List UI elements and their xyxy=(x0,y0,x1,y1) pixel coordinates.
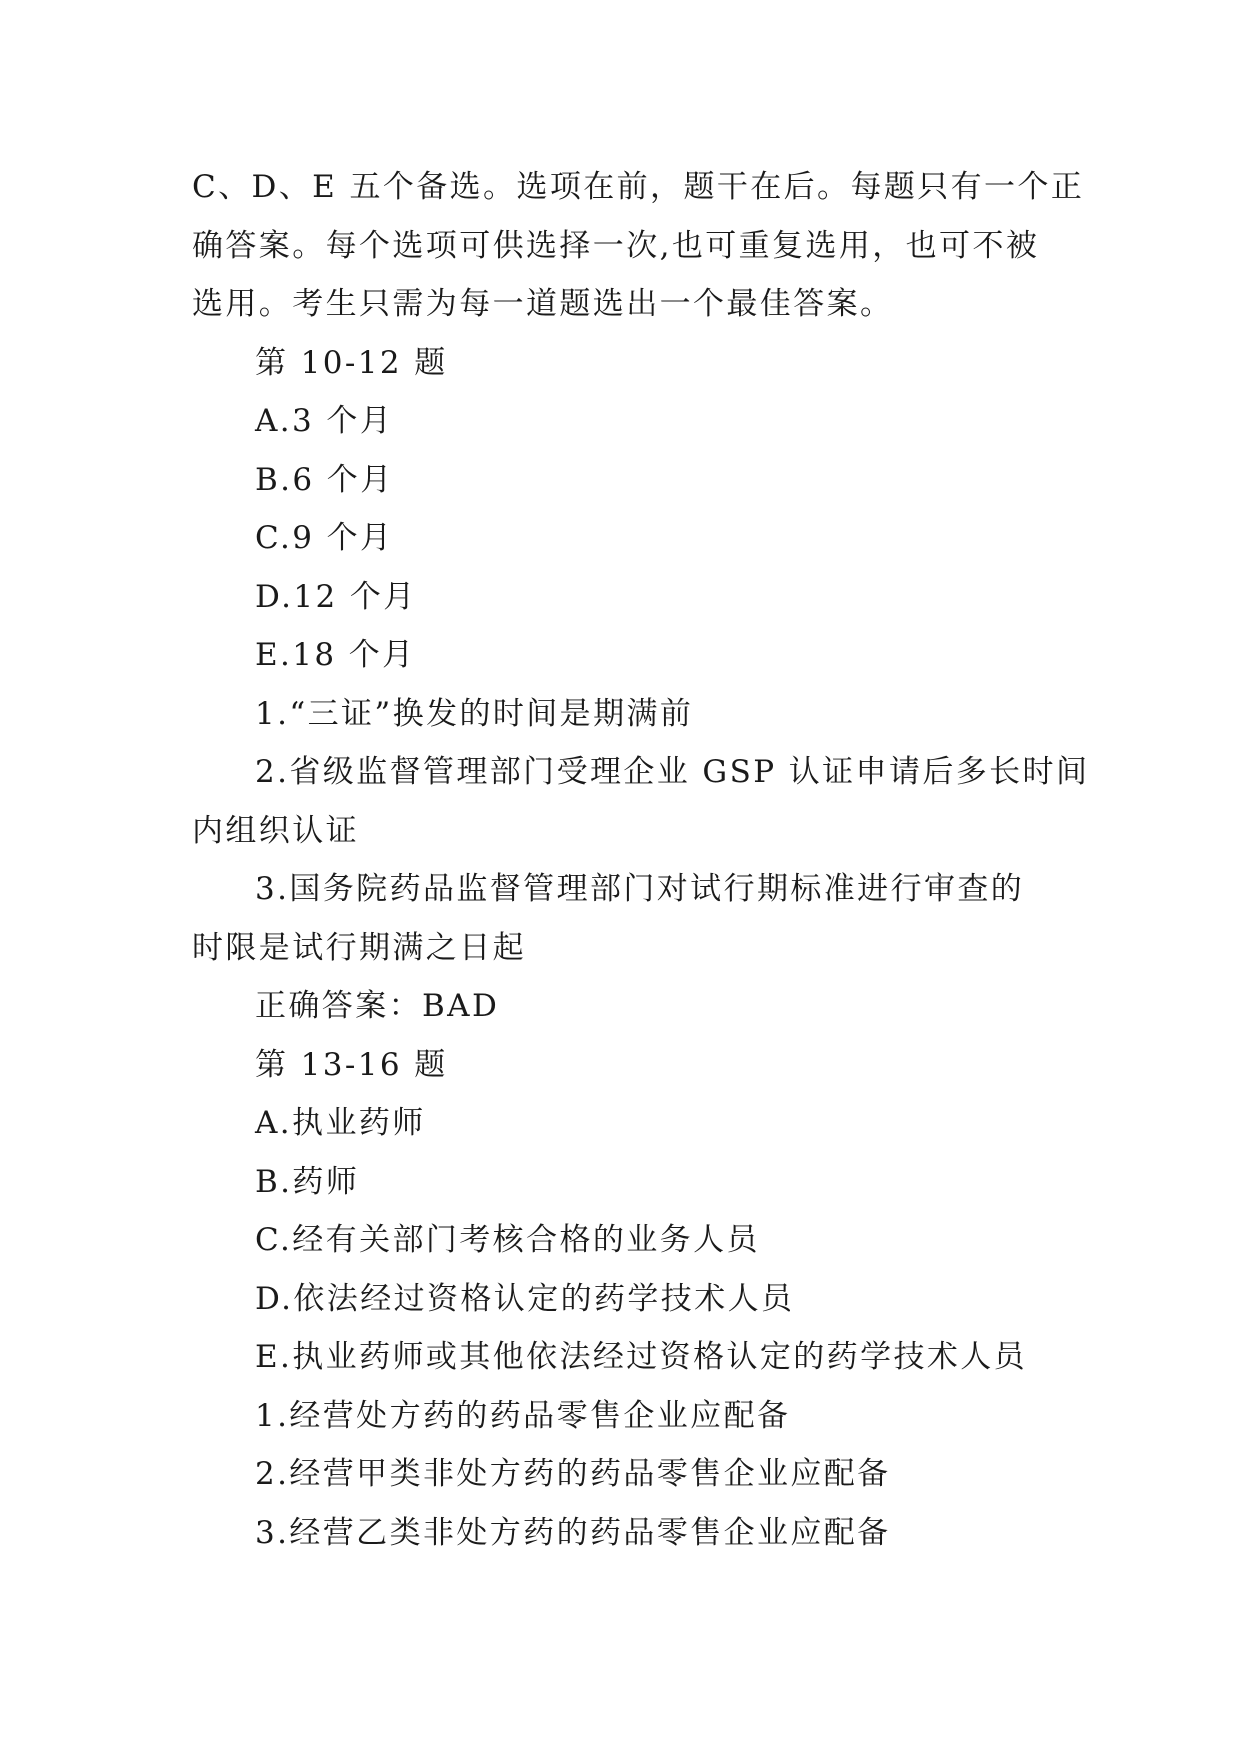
option-line: C.9 个月 xyxy=(255,520,394,556)
option-line: B.药师 xyxy=(255,1163,360,1200)
option-line: B.6 个月 xyxy=(255,461,394,498)
option-line: A.3 个月 xyxy=(255,403,394,439)
option-line: C.经有关部门考核合格的业务人员 xyxy=(255,1222,760,1258)
document-body xyxy=(192,158,1090,1562)
text-line: C、D、E 五个备选。选项在前，题干在后。每题只有一个正 xyxy=(192,169,1085,205)
option-line: D.依法经过资格认定的药学技术人员 xyxy=(255,1280,795,1317)
question-line: 1.“三证”换发的时间是期满前 xyxy=(255,695,694,732)
option-line: E.18 个月 xyxy=(255,637,416,673)
question-line: 2.省级监督管理部门受理企业 GSP 认证申请后多长时间 xyxy=(255,754,1090,790)
answer-line: 正确答案：BAD xyxy=(255,988,500,1024)
section-heading: 第 10-12 题 xyxy=(255,344,448,381)
question-continuation: 时限是试行期满之日起 xyxy=(192,929,526,966)
option-line: E.执业药师或其他依法经过资格认定的药学技术人员 xyxy=(255,1339,1028,1375)
text-line: 确答案。每个选项可供选择一次,也可重复选用，也可不被 xyxy=(192,227,1040,264)
question-line: 3.经营乙类非处方药的药品零售企业应配备 xyxy=(255,1514,891,1551)
option-line: A.执业药师 xyxy=(255,1105,426,1141)
option-line: D.12 个月 xyxy=(255,578,417,615)
question-continuation: 内组织认证 xyxy=(192,812,359,849)
text-line: 选用。考生只需为每一道题选出一个最佳答案。 xyxy=(192,286,894,322)
question-line: 2.经营甲类非处方药的药品零售企业应配备 xyxy=(255,1456,891,1492)
question-line: 1.经营处方药的药品零售企业应配备 xyxy=(255,1397,791,1434)
question-line: 3.国务院药品监督管理部门对试行期标准进行审查的 xyxy=(255,871,1025,907)
section-heading: 第 13-16 题 xyxy=(255,1046,448,1083)
